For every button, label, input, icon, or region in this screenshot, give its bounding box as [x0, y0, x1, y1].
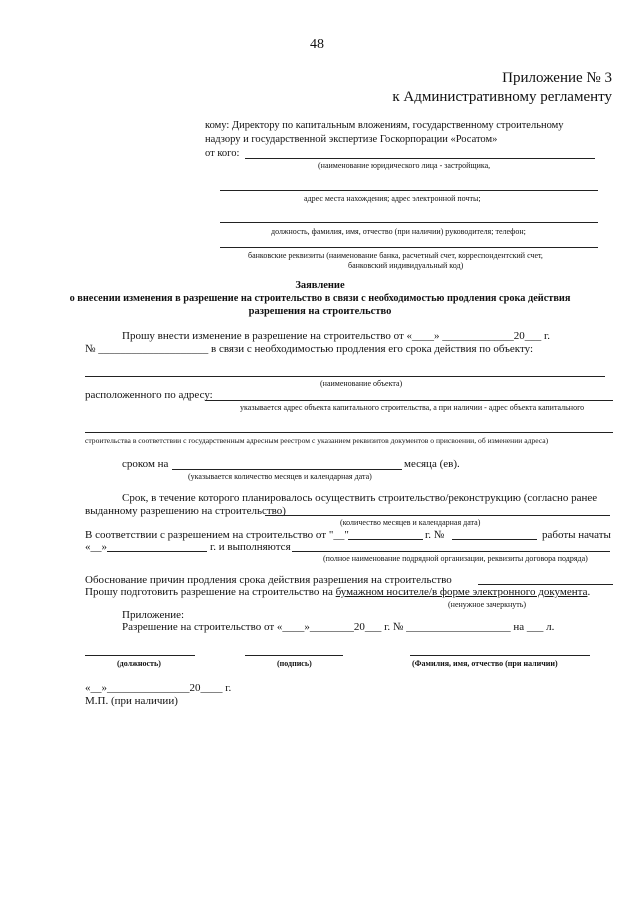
term-suffix: месяца (ев).	[404, 458, 460, 470]
statement-subject-1: о внесении изменения в разрешение на строительство в связи с необходимостью продления срока действия	[69, 293, 571, 304]
hint-strike: (ненужное зачеркнуть)	[448, 600, 527, 609]
stamp-note: М.П. (при наличии)	[85, 695, 178, 707]
statement-subject-2: разрешения на строительство	[248, 306, 392, 317]
attachment-line: Разрешение на строительство от «____»________20___ г. № ___________________ на ___ л.	[122, 621, 555, 633]
hint-signature-name: (Фамилия, имя, отчество (при наличии)	[412, 659, 558, 668]
accordance-number-field	[452, 539, 537, 540]
accordance-line-1a: В соответствии с разрешением на строительство от "__"	[85, 529, 349, 541]
hint-applicant-name: (наименование юридического лица - застройщика,	[318, 161, 491, 170]
appendix-subtitle: к Административному регламенту	[392, 89, 612, 105]
addressee-line-1: кому: Директору по капитальным вложениям, государственному строительному	[205, 120, 564, 131]
hint-contractor: (полное наименование подрядной организации, реквизиты договора подряда)	[323, 554, 588, 563]
from-label: от кого:	[205, 148, 240, 159]
hint-signature-sign: (подпись)	[277, 659, 312, 668]
reasons-label: Обоснование причин продления срока действия разрешения на строительство	[85, 574, 452, 586]
prepare-format-options: бумажном носителе/в форме электронного документа	[335, 586, 588, 598]
located-label: расположенного по адресу:	[85, 389, 213, 401]
attachment-label: Приложение:	[122, 609, 185, 621]
addressee-line-2: надзору и государственной экспертизе Госкорпорации «Росатом»	[205, 134, 498, 145]
planned-line-2: выданному разрешению на строительство)	[85, 505, 286, 517]
request-line-1: Прошу внести изменение в разрешение на строительство от «____» _____________20___ г.	[122, 330, 551, 342]
hint-address-object: указывается адрес объекта капитального строительства, а при наличии - адрес объекта капитального	[240, 403, 585, 412]
object-address-field	[205, 400, 613, 401]
accordance-line-2b: г. и выполняются	[210, 541, 291, 553]
hint-term: (указывается количество месяцев и календарная дата)	[188, 472, 372, 481]
page-number: 48	[310, 37, 324, 52]
prepare-line	[85, 586, 590, 598]
prepare-prefix: Прошу подготовить разрешение на строительство на	[85, 586, 336, 598]
hint-bank-2: банковский индивидуальный код)	[348, 261, 464, 270]
object-address-field-2	[85, 432, 613, 433]
planned-field	[265, 515, 610, 516]
hint-position: должность, фамилия, имя, отчество (при наличии) руководителя; телефон;	[271, 227, 526, 236]
accordance-line-2a: «__»	[85, 541, 107, 553]
bank-field	[220, 247, 598, 248]
appendix-title: Приложение № 3	[502, 70, 612, 86]
position-signature-field	[85, 655, 195, 656]
contractor-field	[292, 551, 610, 552]
hint-planned: (количество месяцев и календарная дата)	[340, 518, 481, 527]
accordance-line-1b: г. №	[425, 529, 445, 541]
object-field	[85, 376, 605, 377]
address-field	[220, 190, 598, 191]
statement-title: Заявление	[295, 280, 345, 291]
hint-object: (наименование объекта)	[320, 379, 403, 388]
from-name-field	[245, 158, 595, 159]
term-label: сроком на	[122, 458, 169, 470]
accordance-line-1c: работы начаты	[542, 529, 611, 541]
planned-line-1: Срок, в течение которого планировалось осуществить строительство/реконструкцию (согласно ранее	[122, 492, 598, 504]
prepare-suffix: .	[587, 586, 591, 598]
name-signature-field	[410, 655, 590, 656]
position-field	[220, 222, 598, 223]
hint-address-registry: строительства в соответствии с государственным адресным реестром с указанием реквизитов документов о присвоении, об изменении адреса)	[85, 436, 549, 445]
started-date-field	[107, 551, 207, 552]
reasons-field	[478, 584, 613, 585]
accordance-date-field	[348, 539, 423, 540]
hint-signature-position: (должность)	[117, 659, 161, 668]
request-line-2: № ____________________ в связи с необходимостью продления его срока действия по объекту:	[85, 343, 534, 355]
sign-field	[245, 655, 343, 656]
term-field	[172, 469, 402, 470]
date-line: «__»_______________20____ г.	[85, 682, 232, 694]
hint-bank-1: банковские реквизиты (наименование банка, расчетный счет, корреспондентский счет,	[248, 251, 543, 260]
hint-address: адрес места нахождения; адрес электронной почты;	[304, 194, 481, 203]
